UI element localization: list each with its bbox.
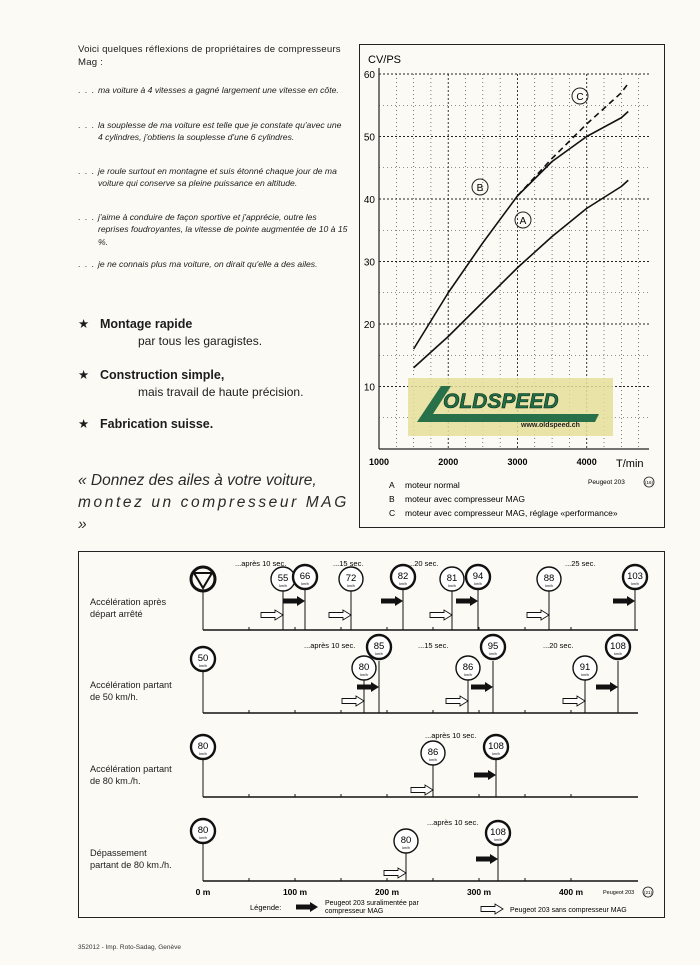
speed-sign [537,567,561,591]
x-tick-label: 4000 [576,457,597,467]
arrow-with-compressor [381,596,403,606]
quote-dots: . . . [78,120,95,130]
distance-label: 300 m [466,887,492,897]
distance-label: 400 m [558,887,584,897]
acceleration-diagram [78,551,665,918]
speed-value: 108 [610,641,626,652]
arrow-without-compressor [563,696,585,706]
quote-dots: . . . [78,85,95,95]
feature-3 [78,416,213,433]
quote-text: je ne connais plus ma voiture, on dirait qu'elle a des ailes. [98,259,318,269]
arrow-without-compressor [384,868,406,878]
curve-label-a-text: A [519,216,527,227]
speed-unit: km/h [581,673,589,677]
distance-label: 100 m [282,887,308,897]
y-tick-label: 20 [363,320,375,331]
y-tick-label: 50 [363,132,375,144]
feature-sub: par tous les garagistes. [138,334,263,348]
quote-dots: . . . [78,166,95,176]
arrow-without-compressor [342,696,364,706]
star-icon: ★ [78,417,90,431]
curve-label-c-text: C [576,92,584,103]
row-label-line: de 80 km./h. [90,776,141,786]
speed-sign [421,741,445,765]
elapsed-time-label: ...25 sec. [565,559,596,568]
speed-unit: km/h [429,758,437,762]
arrow-with-compressor [596,682,618,692]
speed-sign [339,567,363,591]
arrow-with-compressor [474,770,496,780]
x-tick-label: 1000 [368,457,390,467]
elapsed-time-label: ...20 sec. [408,559,439,568]
distance-label: 0 m [195,887,211,897]
speed-value: 95 [487,641,499,652]
oldspeed-watermark [408,378,613,436]
arrow-with-compressor [456,596,478,606]
speed-unit: km/h [399,582,407,586]
quote-dots: . . . [78,212,95,222]
feature-2 [78,367,303,401]
arrow-with-compressor [476,854,498,864]
elapsed-time-label: ...20 sec. [543,641,574,650]
speed-sign [352,656,376,680]
arrow-without-compressor [481,904,503,914]
feature-sub: mais travail de haute précision. [138,385,304,399]
legend-label: Légende: [250,903,282,912]
speed-unit: km/h [494,838,502,842]
speed-unit: km/h [474,582,482,586]
legend-key-b: B [389,494,395,504]
speed-value: 108 [490,827,506,838]
speed-unit: km/h [448,584,456,588]
arrow-with-compressor [283,596,305,606]
speed-value: 88 [543,573,555,584]
speed-value: 66 [299,571,311,582]
distance-label: 200 m [374,887,400,897]
speed-unit: km/h [360,673,368,677]
speed-sign [466,565,490,589]
speed-sign [486,821,510,845]
arrow-with-compressor [471,682,493,692]
legend-with-compressor: compresseur MAG [325,908,384,915]
y-tick-label: 10 [363,382,375,394]
row-label-line: Accélération partant [90,680,172,690]
speed-value: 55 [277,573,289,584]
elapsed-time-label: ...après 10 sec. [304,641,356,650]
y-axis-label: CV/PS [368,54,402,66]
speed-unit: km/h [492,752,500,756]
feature-title: Construction simple, [100,368,225,382]
owner-quote-2 [78,119,348,144]
star-icon: ★ [78,368,90,382]
x-axis-label: T/min [616,458,644,470]
quote-text: je roule surtout en montagne et suis étonné chaque jour de ma voiture qui conserve sa pleine puissance en altitude. [98,166,337,189]
arrow-without-compressor [261,610,283,620]
watermark-text: OLDSPEED [443,390,559,413]
speed-unit: km/h [614,652,622,656]
elapsed-time-label: ...après 10 sec. [427,818,479,827]
speed-sign [440,567,464,591]
speed-sign [271,567,295,591]
speed-sign [293,565,317,589]
slogan-line-2: montez un compresseur MAG » [78,494,349,533]
start-sign-icon [191,567,215,591]
speed-sign [391,565,415,589]
speed-unit: km/h [402,846,410,850]
quote-text: la souplesse de ma voiture est telle que je constate qu'avec une 4 cylindres, j'obtiens la souplesse d'une 6 cylindres. [98,120,342,143]
elapsed-time-label: ...après 10 sec. [425,731,477,740]
intro-text: Voici quelques réflexions de propriétaires de compresseurs Mag : [78,44,341,68]
speed-unit: km/h [545,584,553,588]
speed-unit: km/h [279,584,287,588]
quote-dots: . . . [78,259,95,269]
row-label-line: Accélération après [90,597,167,607]
speed-value: 82 [397,571,409,582]
row-label-line: Accélération partant [90,764,172,774]
row-label-line: départ arrêté [90,609,143,619]
quote-text: j'aime à conduire de façon sportive et j'apprécie, outre les reprises foudroyantes, la vitesse de pointe augmentée de 10 à 15 %. [98,212,348,247]
speed-value: 94 [472,571,484,582]
legend-key-c: C [389,508,396,518]
speed-sign [367,635,391,659]
speed-unit: km/h [347,584,355,588]
speed-unit: km/h [301,582,309,586]
speed-value: 72 [345,573,357,584]
curve-label-b [472,179,488,195]
legend-without-compressor: Peugeot 203 sans compresseur MAG [510,907,627,914]
elapsed-time-label: ...15 sec. [418,641,449,650]
owner-quote-1 [78,84,348,96]
speed-unit: km/h [375,652,383,656]
speed-value: 103 [627,571,643,582]
speed-sign [606,635,630,659]
y-tick-label: 40 [363,195,375,206]
owner-quote-5 [78,258,348,270]
legend-text-a: moteur normal [405,480,460,490]
arrow-without-compressor [329,610,351,620]
speed-value: 50 [197,653,209,664]
speed-value: 85 [373,641,385,652]
speed-sign [484,735,508,759]
elapsed-time-label: ...15 sec. [333,559,364,568]
peugeot-badge-number: (16) [644,480,654,485]
power-chart [359,44,665,528]
speed-unit: km/h [199,664,207,668]
quote-text: ma voiture à 4 vitesses a gagné largement une vitesse en côte. [98,85,339,95]
row-label-line: de 50 km/h. [90,692,139,702]
legend-text-c: moteur avec compresseur MAG, réglage «performance» [405,508,618,518]
curve-label-b-text: B [476,183,484,194]
arrow-without-compressor [430,610,452,620]
speed-value: 80 [400,835,412,846]
owner-quote-3 [78,165,348,190]
speed-value: 86 [427,747,439,758]
arrow-with-compressor [296,902,318,912]
speed-unit: km/h [489,652,497,656]
arrow-with-compressor [613,596,635,606]
x-tick-labels [369,457,597,467]
peugeot-badge: Peugeot 203 [588,479,625,486]
x-tick-label: 3000 [507,457,528,467]
printer-footer: 352012 - Imp. Roto-Sadag, Genève [78,944,181,951]
speed-sign [481,635,505,659]
speed-sign [191,735,215,759]
star-icon: ★ [78,317,90,331]
y-tick-labels [364,70,376,394]
speed-value: 80 [197,741,209,752]
feature-1 [78,316,262,350]
y-tick-label: 30 [363,257,375,269]
peugeot-badge-number: (21) [643,890,653,895]
owner-quote-4 [78,211,348,248]
speed-sign [573,656,597,680]
x-tick-label: 2000 [438,457,459,467]
legend-text-b: moteur avec compresseur MAG [405,494,525,504]
speed-sign [191,819,215,843]
speed-sign [394,829,418,853]
arrow-without-compressor [527,610,549,620]
peugeot-badge: Peugeot 203 [603,890,635,896]
speed-value: 80 [197,825,209,836]
y-tick-label: 60 [363,70,375,81]
row-label-line: partant de 80 km./h. [90,860,172,870]
series-line-b [414,112,629,350]
feature-title: Fabrication suisse. [100,417,214,431]
speed-value: 108 [488,741,504,752]
curve-label-c [572,88,588,104]
arrow-without-compressor [411,785,433,795]
speed-value: 81 [446,573,458,584]
speed-unit: km/h [464,673,472,677]
speed-value: 86 [462,662,474,673]
speed-sign [456,656,480,680]
watermark-url: www.oldspeed.ch [521,422,580,429]
speed-sign [623,565,647,589]
row-label-line: Dépassement [90,848,147,858]
feature-title: Montage rapide [100,317,193,331]
speed-unit: km/h [199,752,207,756]
elapsed-time-label: ...après 10 sec. [235,559,287,568]
slogan [78,470,350,536]
speed-unit: km/h [631,582,639,586]
series-line-a [414,180,629,368]
arrow-with-compressor [357,682,379,692]
speed-unit: km/h [199,836,207,840]
speed-value: 91 [579,662,591,673]
arrow-without-compressor [446,696,468,706]
speed-sign [191,647,215,671]
slogan-line-1: « Donnez des ailes à votre voiture, [78,472,317,489]
speed-value: 80 [358,662,370,673]
legend-key-a: A [389,480,395,490]
legend-with-compressor: Peugeot 203 suralimentée par [325,900,419,907]
